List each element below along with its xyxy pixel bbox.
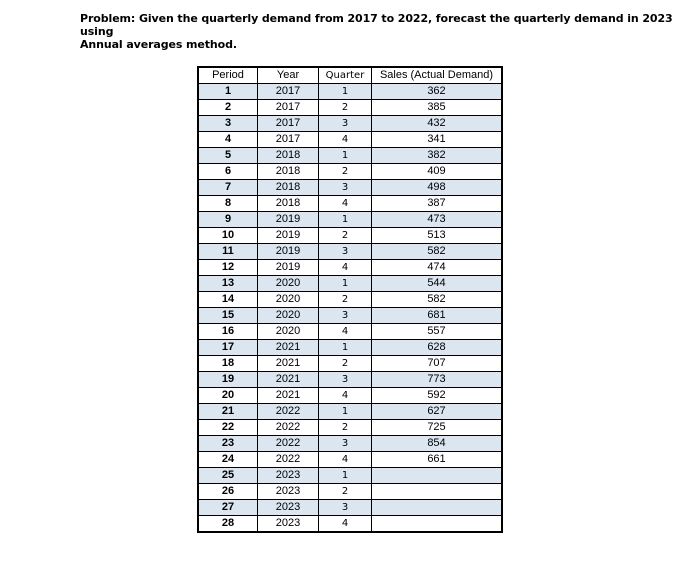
cell-quarter: 4 xyxy=(319,388,372,404)
demand-table xyxy=(197,66,503,533)
cell-year: 2021 xyxy=(258,340,319,356)
cell-quarter: 4 xyxy=(319,132,372,148)
table-row xyxy=(198,372,502,388)
cell-period: 20 xyxy=(198,388,258,404)
cell-period: 17 xyxy=(198,340,258,356)
cell-year: 2018 xyxy=(258,180,319,196)
cell-period: 15 xyxy=(198,308,258,324)
cell-quarter: 2 xyxy=(319,228,372,244)
header-year: Year xyxy=(258,67,319,84)
cell-period: 13 xyxy=(198,276,258,292)
cell-period: 27 xyxy=(198,500,258,516)
cell-quarter: 1 xyxy=(319,148,372,164)
cell-sales: 681 xyxy=(372,308,503,324)
cell-period: 4 xyxy=(198,132,258,148)
cell-sales xyxy=(372,468,503,484)
cell-year: 2020 xyxy=(258,324,319,340)
cell-quarter: 2 xyxy=(319,484,372,500)
table-row xyxy=(198,516,502,533)
cell-sales: 473 xyxy=(372,212,503,228)
cell-period: 11 xyxy=(198,244,258,260)
problem-line-2: Annual averages method. xyxy=(80,38,237,51)
table-row xyxy=(198,116,502,132)
cell-quarter: 2 xyxy=(319,420,372,436)
cell-year: 2022 xyxy=(258,436,319,452)
cell-sales xyxy=(372,500,503,516)
cell-sales: 498 xyxy=(372,180,503,196)
cell-year: 2021 xyxy=(258,388,319,404)
cell-period: 23 xyxy=(198,436,258,452)
cell-quarter: 1 xyxy=(319,212,372,228)
cell-quarter: 1 xyxy=(319,84,372,100)
cell-period: 25 xyxy=(198,468,258,484)
table-row xyxy=(198,292,502,308)
cell-period: 26 xyxy=(198,484,258,500)
table-row xyxy=(198,420,502,436)
cell-sales: 513 xyxy=(372,228,503,244)
problem-statement xyxy=(80,12,680,51)
cell-quarter: 2 xyxy=(319,100,372,116)
cell-year: 2023 xyxy=(258,468,319,484)
cell-period: 28 xyxy=(198,516,258,533)
cell-year: 2019 xyxy=(258,228,319,244)
table-row xyxy=(198,468,502,484)
cell-year: 2021 xyxy=(258,372,319,388)
cell-quarter: 4 xyxy=(319,324,372,340)
cell-period: 18 xyxy=(198,356,258,372)
cell-year: 2017 xyxy=(258,116,319,132)
header-quarter: Quarter xyxy=(319,67,372,84)
cell-year: 2021 xyxy=(258,356,319,372)
table-row xyxy=(198,196,502,212)
cell-quarter: 1 xyxy=(319,340,372,356)
table-row xyxy=(198,84,502,100)
cell-year: 2020 xyxy=(258,308,319,324)
cell-sales: 854 xyxy=(372,436,503,452)
cell-period: 2 xyxy=(198,100,258,116)
cell-year: 2017 xyxy=(258,84,319,100)
cell-quarter: 1 xyxy=(319,404,372,420)
header-row xyxy=(198,67,502,84)
cell-year: 2019 xyxy=(258,212,319,228)
cell-quarter: 1 xyxy=(319,468,372,484)
cell-sales: 773 xyxy=(372,372,503,388)
table-row xyxy=(198,148,502,164)
cell-period: 14 xyxy=(198,292,258,308)
cell-sales: 341 xyxy=(372,132,503,148)
table-body xyxy=(198,84,502,533)
cell-year: 2017 xyxy=(258,132,319,148)
table-row xyxy=(198,164,502,180)
cell-quarter: 3 xyxy=(319,244,372,260)
cell-period: 6 xyxy=(198,164,258,180)
cell-quarter: 4 xyxy=(319,516,372,533)
cell-year: 2018 xyxy=(258,196,319,212)
cell-quarter: 3 xyxy=(319,180,372,196)
cell-sales: 362 xyxy=(372,84,503,100)
cell-year: 2022 xyxy=(258,404,319,420)
cell-quarter: 1 xyxy=(319,276,372,292)
cell-sales: 557 xyxy=(372,324,503,340)
table-row xyxy=(198,324,502,340)
table-row xyxy=(198,276,502,292)
cell-sales xyxy=(372,484,503,500)
cell-sales: 628 xyxy=(372,340,503,356)
table-row xyxy=(198,340,502,356)
cell-sales: 432 xyxy=(372,116,503,132)
cell-quarter: 2 xyxy=(319,292,372,308)
table-row xyxy=(198,388,502,404)
table-row xyxy=(198,484,502,500)
cell-sales: 707 xyxy=(372,356,503,372)
cell-period: 3 xyxy=(198,116,258,132)
cell-year: 2023 xyxy=(258,500,319,516)
table-row xyxy=(198,452,502,468)
cell-sales: 627 xyxy=(372,404,503,420)
table-row xyxy=(198,500,502,516)
cell-sales: 385 xyxy=(372,100,503,116)
table-row xyxy=(198,180,502,196)
cell-sales: 661 xyxy=(372,452,503,468)
cell-sales: 382 xyxy=(372,148,503,164)
table-row xyxy=(198,212,502,228)
cell-quarter: 4 xyxy=(319,260,372,276)
cell-period: 19 xyxy=(198,372,258,388)
cell-sales: 387 xyxy=(372,196,503,212)
cell-quarter: 3 xyxy=(319,116,372,132)
cell-period: 1 xyxy=(198,84,258,100)
cell-period: 21 xyxy=(198,404,258,420)
cell-year: 2020 xyxy=(258,276,319,292)
table-row xyxy=(198,404,502,420)
cell-year: 2017 xyxy=(258,100,319,116)
cell-period: 22 xyxy=(198,420,258,436)
cell-sales: 725 xyxy=(372,420,503,436)
cell-quarter: 3 xyxy=(319,436,372,452)
table-row xyxy=(198,260,502,276)
cell-quarter: 3 xyxy=(319,372,372,388)
cell-quarter: 2 xyxy=(319,356,372,372)
table-row xyxy=(198,244,502,260)
cell-period: 9 xyxy=(198,212,258,228)
cell-period: 12 xyxy=(198,260,258,276)
table-row xyxy=(198,132,502,148)
cell-sales xyxy=(372,516,503,533)
cell-sales: 409 xyxy=(372,164,503,180)
cell-quarter: 2 xyxy=(319,164,372,180)
cell-period: 7 xyxy=(198,180,258,196)
header-sales: Sales (Actual Demand) xyxy=(372,67,503,84)
cell-sales: 582 xyxy=(372,292,503,308)
cell-sales: 474 xyxy=(372,260,503,276)
cell-year: 2022 xyxy=(258,452,319,468)
cell-year: 2019 xyxy=(258,260,319,276)
cell-year: 2022 xyxy=(258,420,319,436)
cell-quarter: 3 xyxy=(319,500,372,516)
cell-year: 2023 xyxy=(258,484,319,500)
problem-line-1: Problem: Given the quarterly demand from 2017 to 2022, forecast the quarterly demand in 2023 using xyxy=(80,12,673,38)
table-row xyxy=(198,436,502,452)
table-row xyxy=(198,100,502,116)
cell-year: 2018 xyxy=(258,148,319,164)
cell-period: 16 xyxy=(198,324,258,340)
cell-quarter: 4 xyxy=(319,452,372,468)
cell-quarter: 3 xyxy=(319,308,372,324)
cell-period: 24 xyxy=(198,452,258,468)
cell-year: 2019 xyxy=(258,244,319,260)
table-row xyxy=(198,228,502,244)
cell-sales: 544 xyxy=(372,276,503,292)
header-period: Period xyxy=(198,67,258,84)
cell-year: 2020 xyxy=(258,292,319,308)
cell-period: 10 xyxy=(198,228,258,244)
cell-sales: 582 xyxy=(372,244,503,260)
table-row xyxy=(198,308,502,324)
table-row xyxy=(198,356,502,372)
cell-year: 2023 xyxy=(258,516,319,533)
cell-sales: 592 xyxy=(372,388,503,404)
cell-year: 2018 xyxy=(258,164,319,180)
cell-period: 8 xyxy=(198,196,258,212)
cell-period: 5 xyxy=(198,148,258,164)
cell-quarter: 4 xyxy=(319,196,372,212)
